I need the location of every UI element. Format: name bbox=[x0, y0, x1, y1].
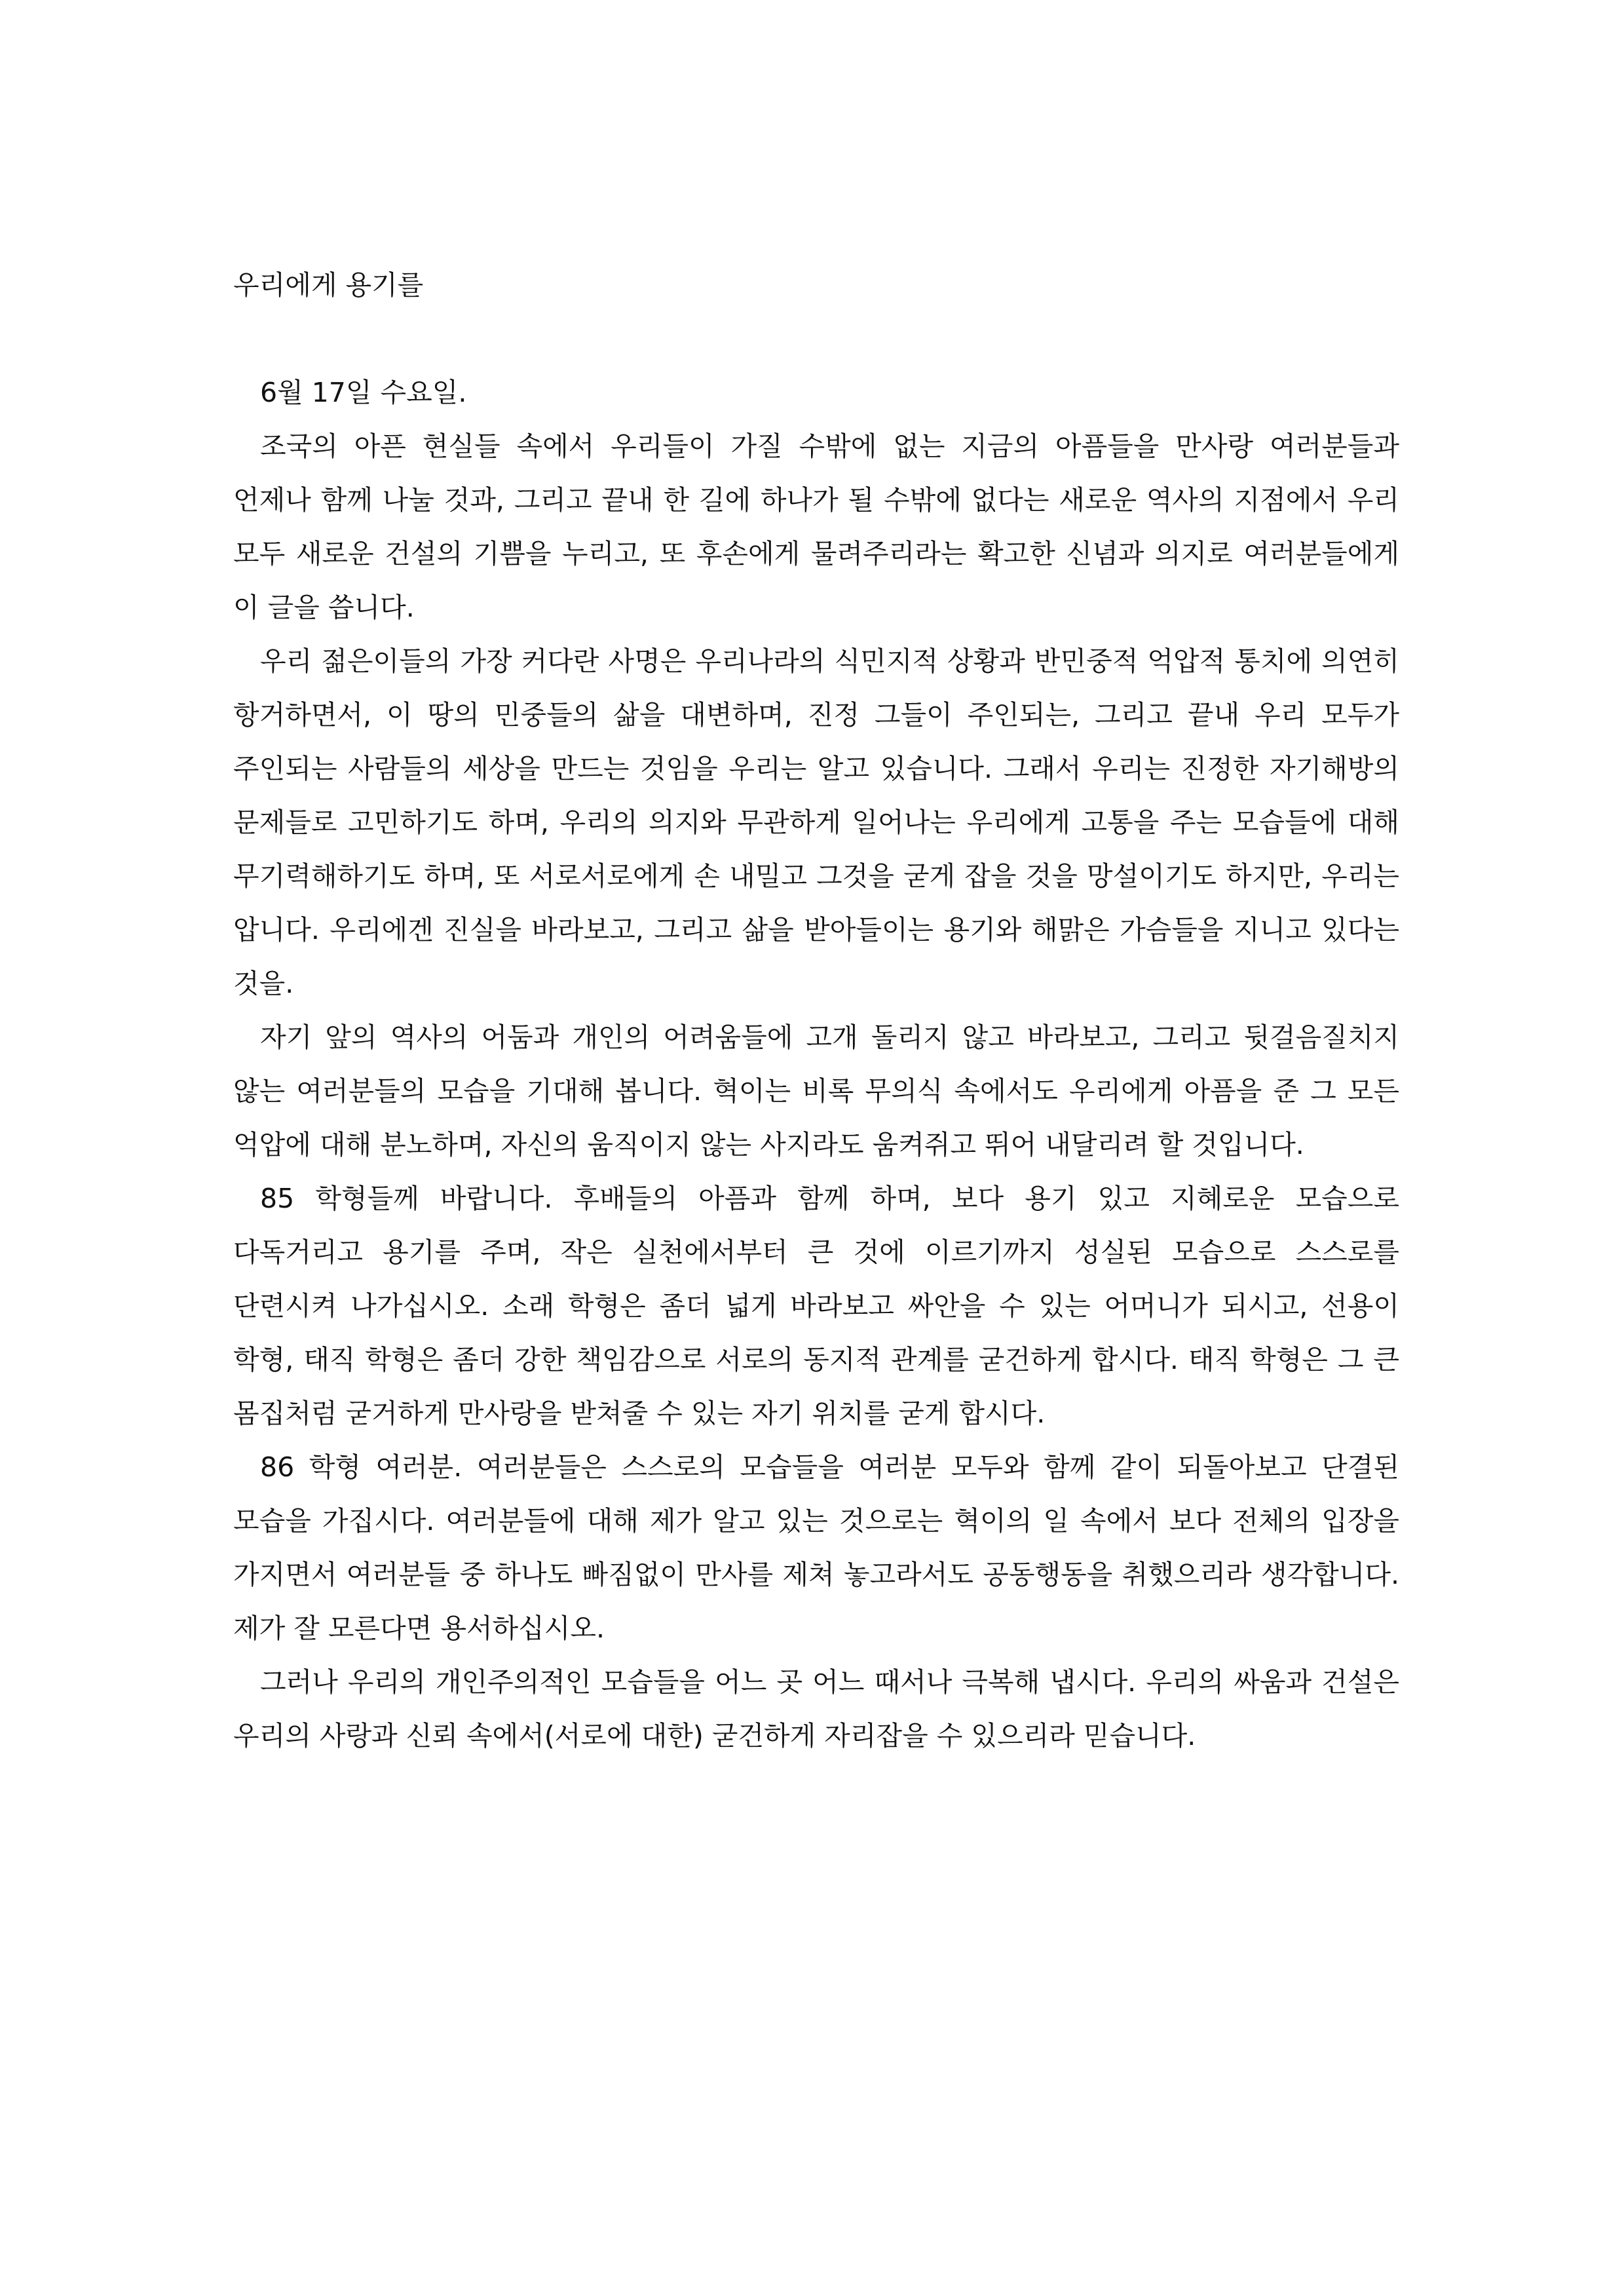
paragraph: 85 학형들께 바랍니다. 후배들의 아픔과 함께 하며, 보다 용기 있고 지혜로운 모습으로 다독거리고 용기를 주며, 작은 실천에서부터 큰 것에 이르기까지 성실된 모습으로 스스로를 단련시켜 나가십시오. 소래 학형은 좀더 넓게 바라보고 싸안을 수 있는 어머니가 되시고, 선용이 학형, 태직 학형은 좀더 강한 책임감으로 서로의 동지적 관계를 굳건하게 합시다. 태직 학형은 그 큰 몸집처럼 굳거하게 만사랑을 받쳐줄 수 있는 자기 위치를 굳게 합시다. bbox=[233, 1183, 1399, 1429]
paragraph: 86 학형 여러분. 여러분들은 스스로의 모습들을 여러분 모두와 함께 같이 되돌아보고 단결된 모습을 가집시다. 여러분들에 대해 제가 알고 있는 것으로는 혁이의 일 속에서 보다 전체의 입장을 가지면서 여러분들 중 하나도 빠짐없이 만사를 제쳐 놓고라서도 공동행동을 취했으리라 생각합니다. 제가 잘 모른다면 용서하십시오. bbox=[233, 1451, 1399, 1644]
paragraph: 자기 앞의 역사의 어둠과 개인의 어려움들에 고개 돌리지 않고 바라보고, 그리고 뒷걸음질치지 않는 여러분들의 모습을 기대해 봅니다. 혁이는 비록 무의식 속에서도 우리에게 아픔을 준 그 모든 억압에 대해 분노하며, 자신의 움직이지 않는 사지라도 움켜쥐고 뛰어 내달리려 할 것입니다. bbox=[233, 1022, 1399, 1160]
date-line: 6월 17일 수요일. bbox=[260, 377, 467, 408]
paragraph: 조국의 아픈 현실들 속에서 우리들이 가질 수밖에 없는 지금의 아픔들을 만사랑 여러분들과 언제나 함께 나눌 것과, 그리고 끝내 한 길에 하나가 될 수밖에 없다는 새로운 역사의 지점에서 우리 모두 새로운 건설의 기쁨을 누리고, 또 후손에게 물려주리라는 확고한 신념과 의지로 여러분들에게 이 글을 씁니다. bbox=[233, 430, 1399, 623]
document-body bbox=[233, 258, 1399, 1763]
paragraph: 그러나 우리의 개인주의적인 모습들을 어느 곳 어느 때서나 극복해 냅시다. 우리의 싸움과 건설은 우리의 사랑과 신뢰 속에서(서로에 대한) 굳건하게 자리잡을 수 있으리라 믿습니다. bbox=[233, 1666, 1399, 1751]
document-title: 우리에게 용기를 bbox=[233, 269, 424, 301]
paragraph: 우리 젊은이들의 가장 커다란 사명은 우리나라의 식민지적 상황과 반민중적 억압적 통치에 의연히 항거하면서, 이 땅의 민중들의 삶을 대변하며, 진정 그들이 주인되는, 그리고 끝내 우리 모두가 주인되는 사람들의 세상을 만드는 것임을 우리는 알고 있습니다. 그래서 우리는 진정한 자기해방의 문제들로 고민하기도 하며, 우리의 의지와 무관하게 일어나는 우리에게 고통을 주는 모습들에 대해 무기력해하기도 하며, 또 서로서로에게 손 내밀고 그것을 굳게 잡을 것을 망설이기도 하지만, 우리는 압니다. 우리에겐 진실을 바라보고, 그리고 삶을 받아들이는 용기와 해맑은 가슴들을 지니고 있다는 것을. bbox=[233, 645, 1399, 999]
